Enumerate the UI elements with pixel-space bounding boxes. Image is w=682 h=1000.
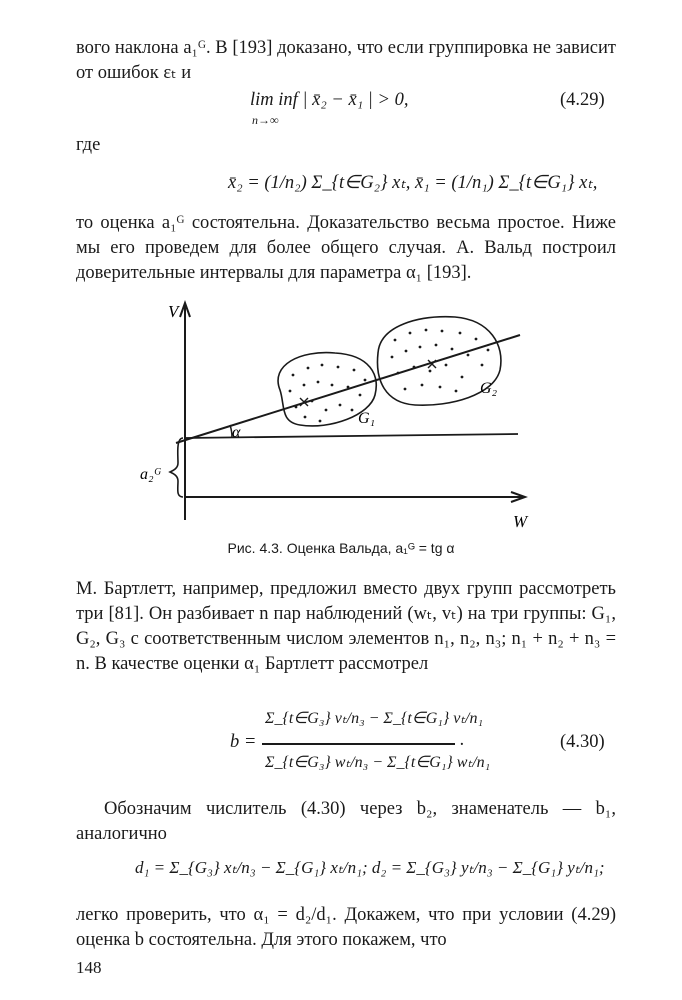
group-2-label: G₂ (480, 380, 498, 397)
angle-label: α (232, 424, 241, 441)
x-axis-label: W (513, 512, 528, 531)
equation-4-30-lhs: b = (230, 732, 257, 752)
equation-4-29: lim inf | x̄₂ − x̄₁ | > 0, (250, 90, 409, 110)
points-group-1 (289, 364, 367, 423)
equation-4-30-denominator: Σ_{t∈G₃} wₜ/n₃ − Σ_{t∈G₁} wₜ/n₁ (265, 754, 491, 771)
page-number: 148 (76, 958, 102, 977)
fraction-bar (262, 743, 455, 745)
group-1-label: G₁ (358, 410, 376, 427)
equation-d1-d2: d₁ = Σ_{G₃} xₜ/n₃ − Σ_{G₁} xₜ/n₁; d₂ = Σ_{G₃} yₜ/n₃ − Σ_{G₁} yₜ/n₁; (135, 858, 605, 877)
y-axis-label: V (168, 302, 179, 321)
equation-4-30-numerator: Σ_{t∈G₃} vₜ/n₃ − Σ_{t∈G₁} vₜ/n₁ (265, 710, 484, 727)
regression-line (176, 335, 520, 443)
figure-caption: Рис. 4.3. Оценка Вальда, a₁ᴳ = tg α (227, 540, 455, 556)
paragraph-proof: легко проверить, что α₁ = d₂/d₁. Докажем, что при условии (4.29) оценка b состоятельна. Для этого покажем, что (76, 905, 616, 950)
equation-4-30-number: (4.30) (560, 732, 605, 752)
equation-4-29-number: (4.29) (560, 90, 605, 110)
intercept-label: a₂ᴳ (140, 466, 161, 483)
intercept-brace (170, 438, 183, 497)
equation-4-30-period: . (460, 730, 465, 750)
equation-group-means: x̄₂ = (1/n₂) Σ_{t∈G₂} xₜ, x̄₁ = (1/n₁) Σ_{t∈G₁} xₜ, (228, 173, 598, 193)
paragraph-notation: Обозначим числитель (4.30) через b₂, знаменатель — b₁, аналогично (76, 799, 616, 844)
paragraph-intro: вого наклона a₁ᴳ. В [193] доказано, что если группировка не зависит от ошибок εₜ и (76, 38, 616, 83)
paragraph-wald: то оценка a₁ᴳ состоятельна. Доказательство весьма простое. Ниже мы его проведем для более общего случая. А. Вальд построил доверительные интервалы для параметра α₁ [193]. (76, 213, 616, 283)
word-where: где (76, 135, 101, 155)
figure-wald-estimate (0, 295, 682, 535)
paragraph-bartlett: М. Бартлетт, например, предложил вместо двух групп рассмотреть три [81]. Он разбивает n пар наблюдений (wₜ, vₜ) на три группы: G₁, G₂, G₃ с соответственным числом элементов n₁, n₂, n₃; n₁ + n₂ + n₃ = n. В качестве оценки α₁ Бартлетт рассмотрел (76, 579, 616, 674)
equation-4-29-limit-subscript: n→∞ (252, 113, 279, 127)
